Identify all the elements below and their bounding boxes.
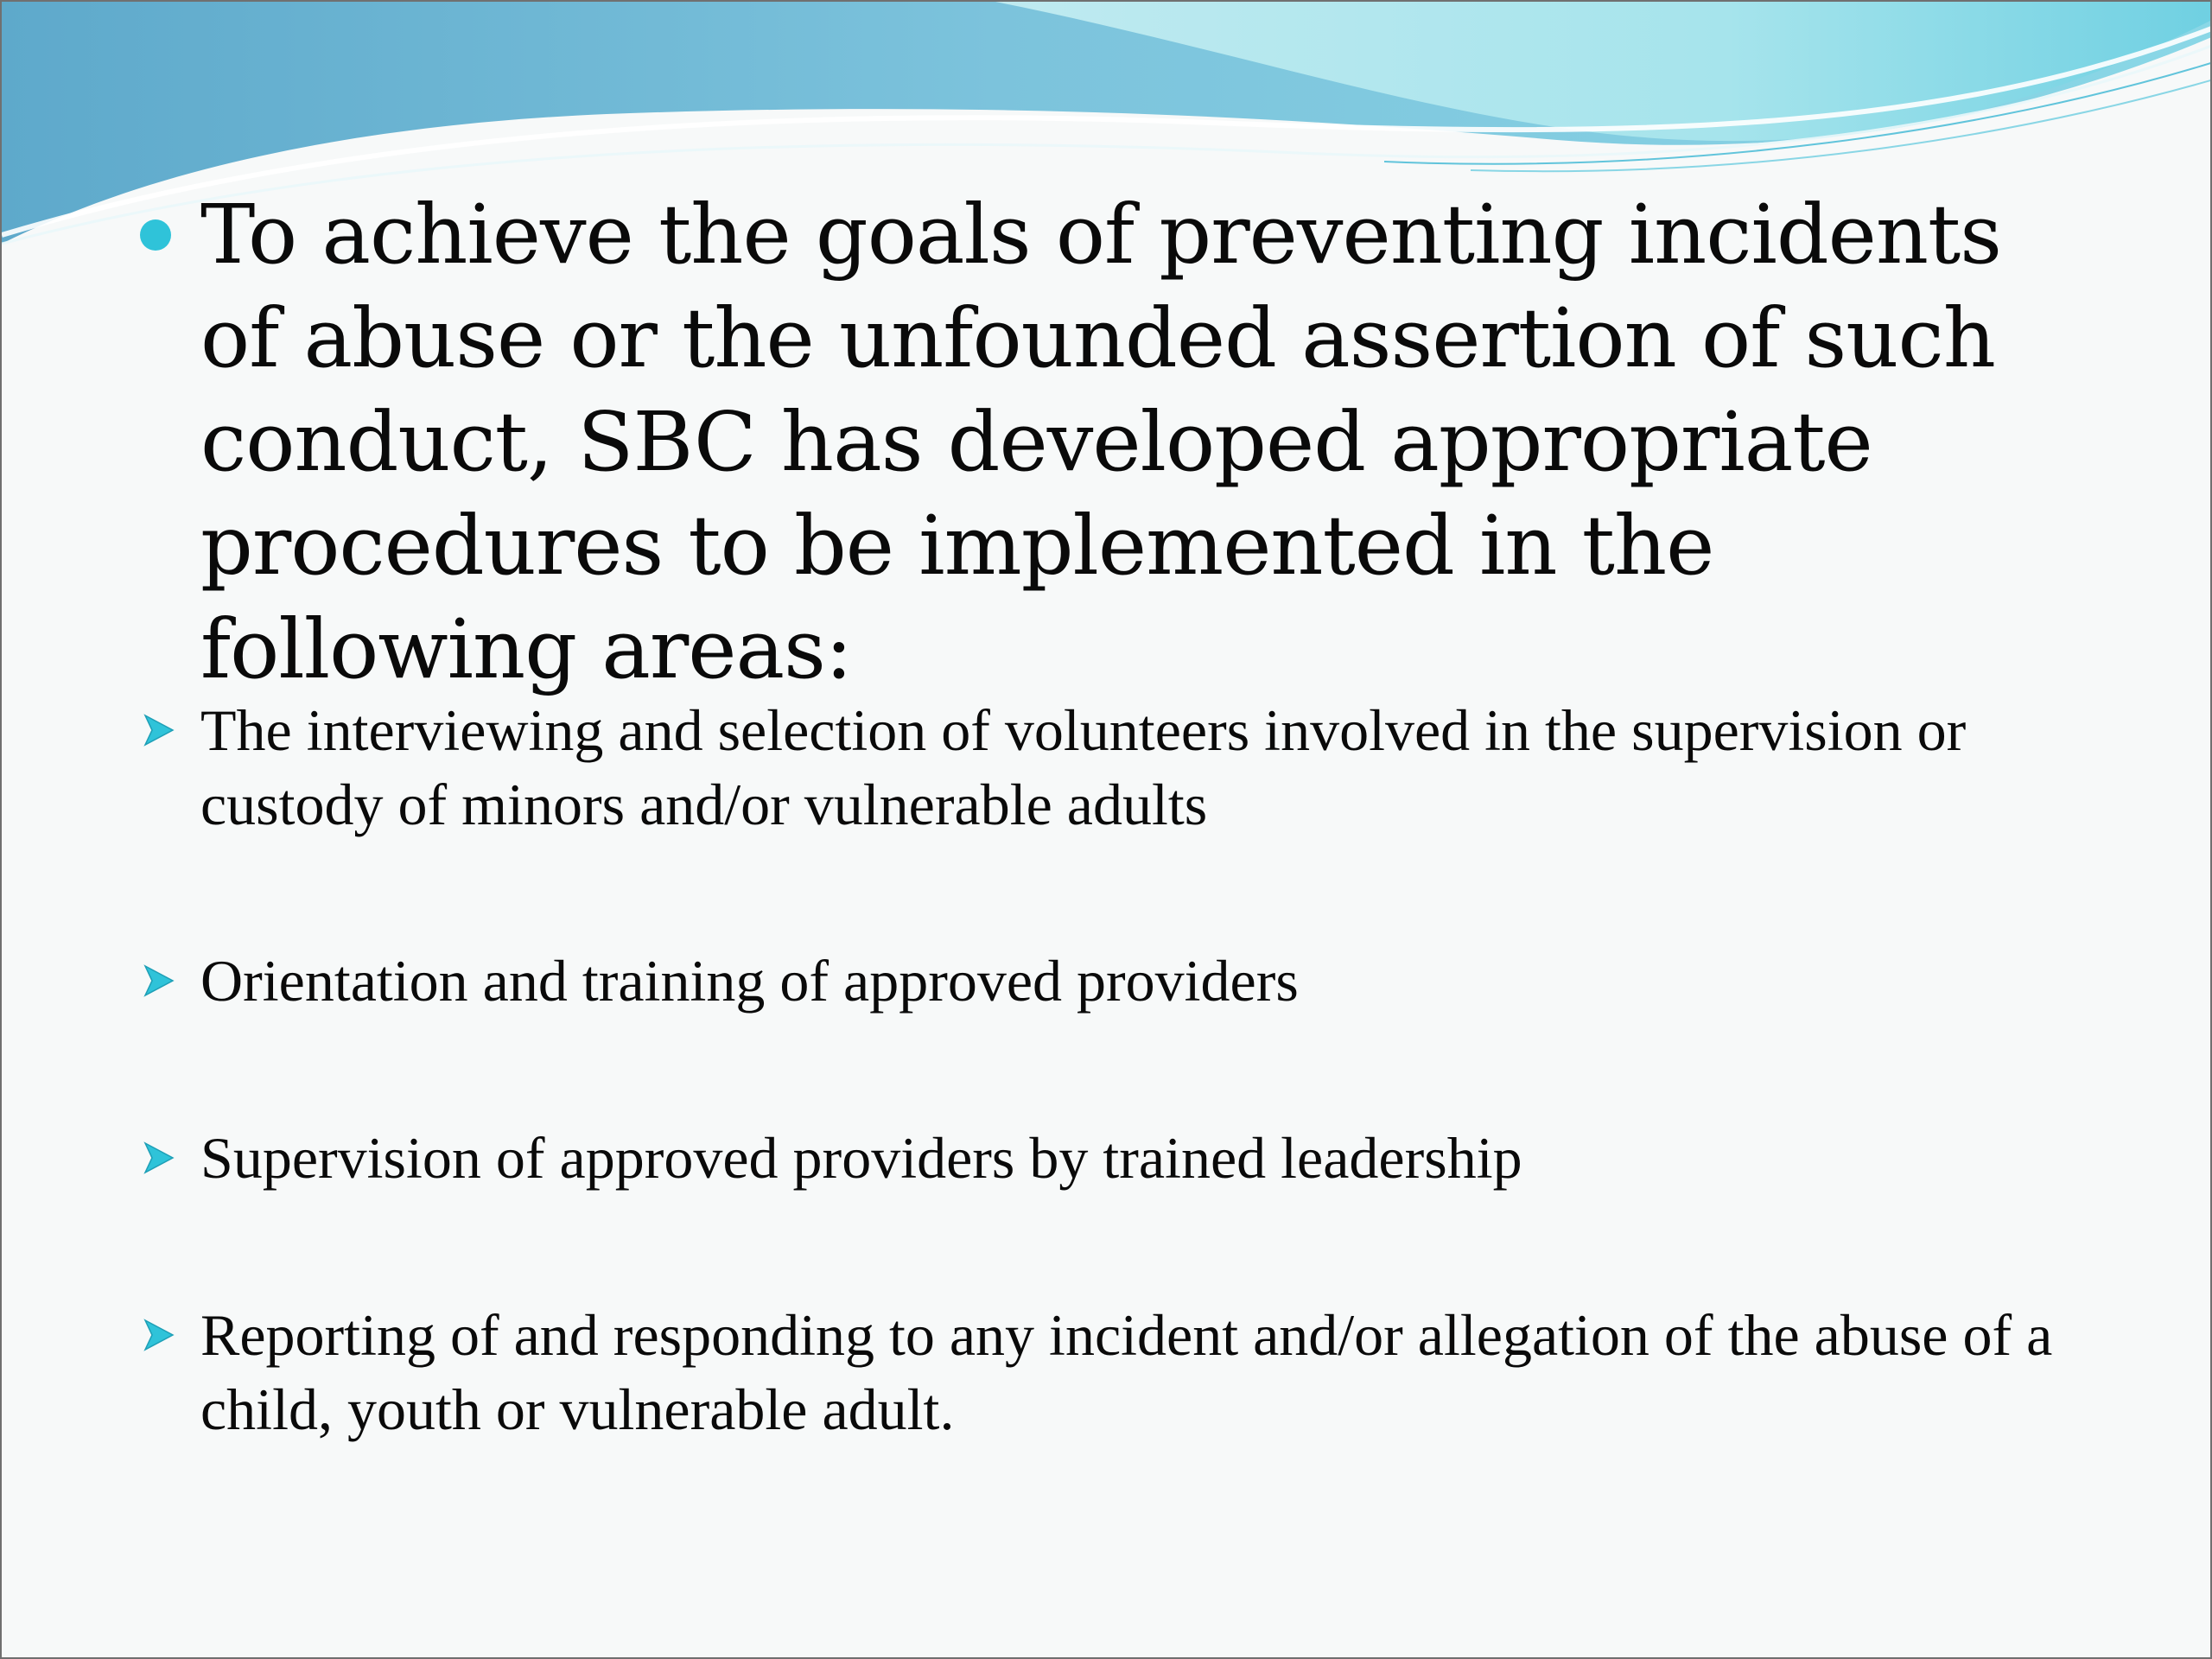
- sub-bullet-text: Orientation and training of approved providers: [200, 948, 1299, 1014]
- round-bullet-icon: [140, 219, 171, 251]
- arrow-bullet-icon: [140, 963, 176, 999]
- arrow-bullet-icon: [140, 712, 176, 748]
- main-bullet-point: [140, 183, 2084, 702]
- sub-bullet-text: Supervision of approved providers by trained leadership: [200, 1125, 1522, 1191]
- main-bullet-text: To achieve the goals of preventing incidents of abuse or the unfounded assertion of such conduct, SBC has developed appropriate procedures to be implemented in the following areas:: [200, 188, 2001, 697]
- sub-bullet-item: [140, 1298, 2084, 1446]
- sub-bullet-item: [140, 944, 2084, 1018]
- sub-bullet-text: The interviewing and selection of volunteers involved in the supervision or custody of minors and/or vulnerable adults: [200, 697, 1967, 837]
- arrow-bullet-icon: [140, 1317, 176, 1353]
- sub-bullet-text: Reporting of and responding to any incident and/or allegation of the abuse of a child, youth or vulnerable adult.: [200, 1302, 2053, 1442]
- sub-bullet-item: [140, 693, 2084, 842]
- arrow-bullet-icon: [140, 1140, 176, 1176]
- sub-bullet-item: [140, 1121, 2084, 1195]
